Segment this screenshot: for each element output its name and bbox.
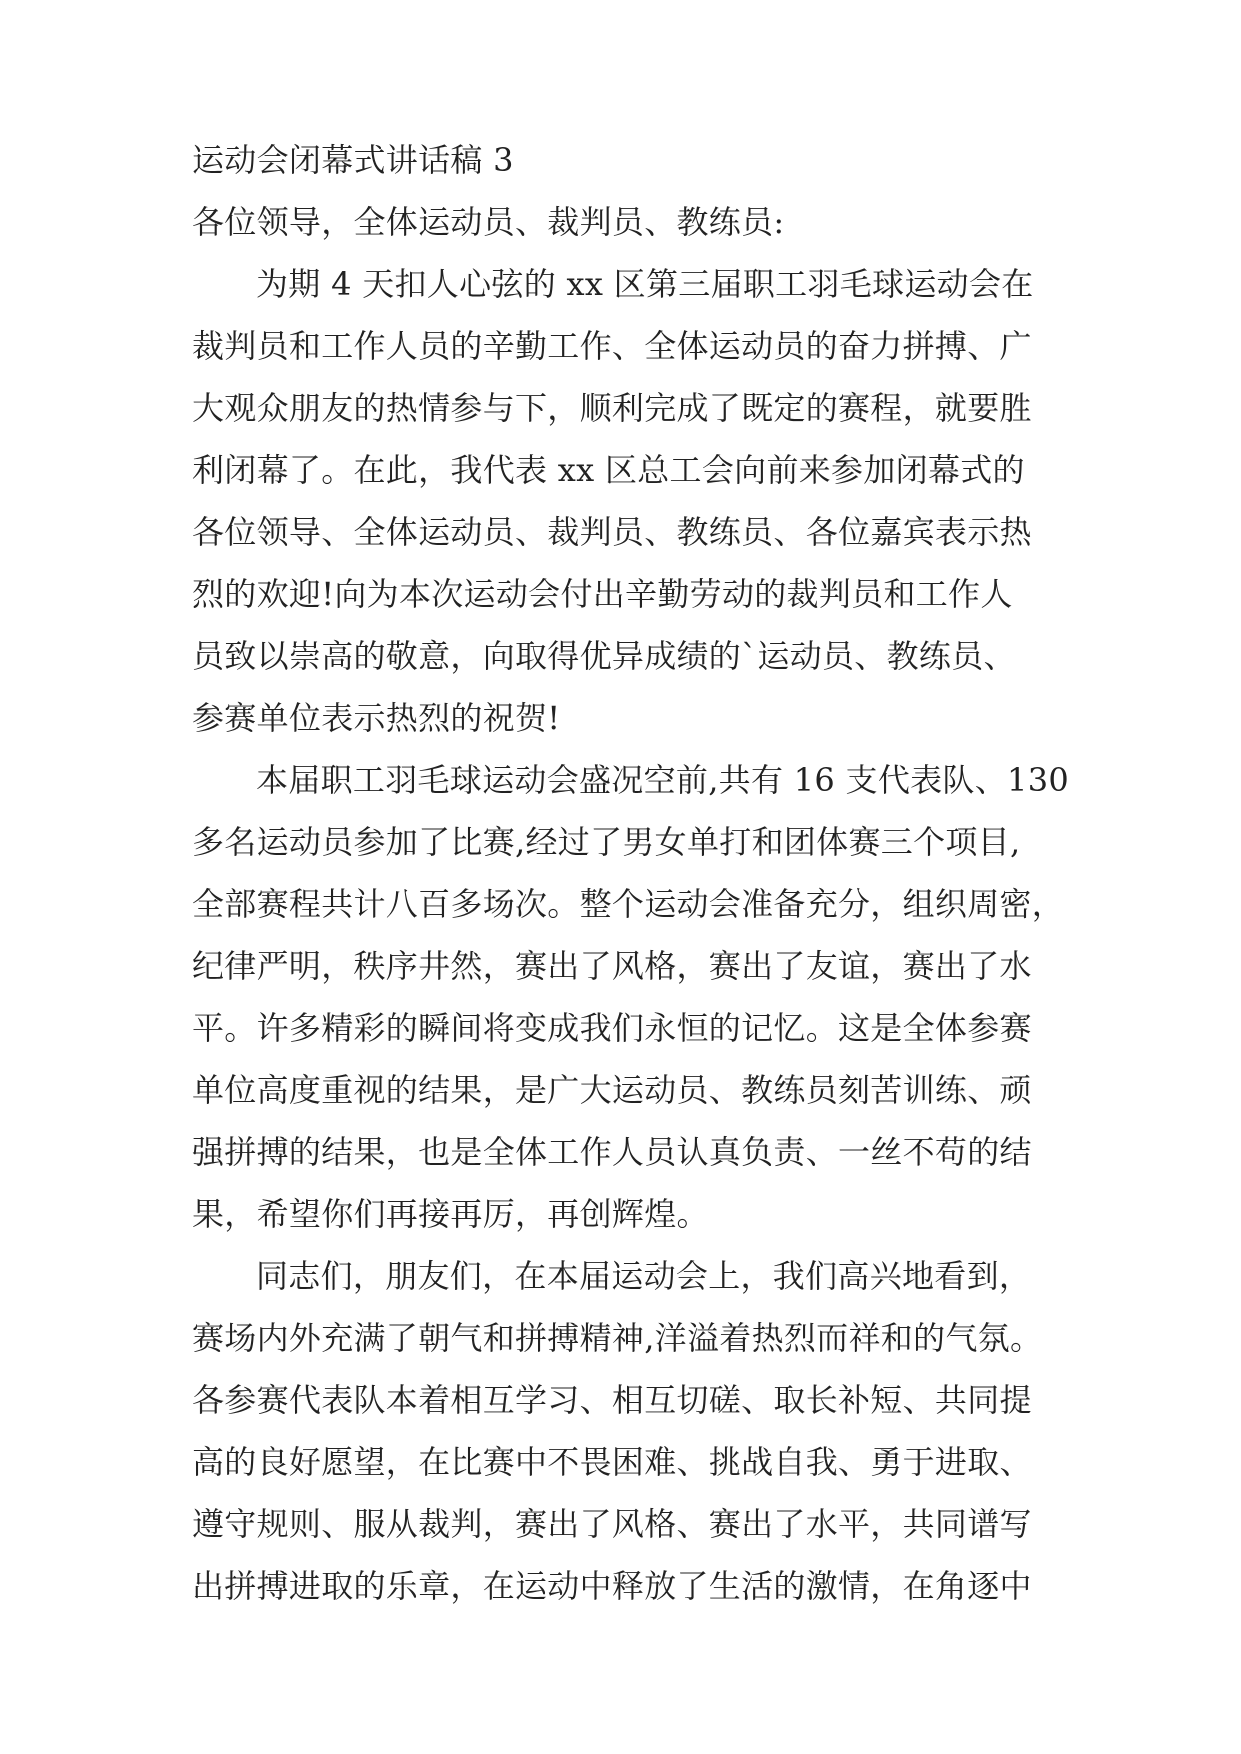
paragraph-1-line: 为期 4 天扣人心弦的 xx 区第三届职工羽毛球运动会在 [256, 265, 1034, 303]
salutation: 各位领导，全体运动员、裁判员、教练员: [192, 203, 785, 241]
paragraph-1-line: 烈的欢迎!向为本次运动会付出辛勤劳动的裁判员和工作人 [192, 575, 1013, 613]
paragraph-2-line: 强拼搏的结果，也是全体工作人员认真负责、一丝不苟的结 [192, 1133, 1032, 1171]
paragraph-2-line: 果，希望你们再接再厉，再创辉煌。 [192, 1195, 709, 1233]
paragraph-1-line: 参赛单位表示热烈的祝贺! [192, 699, 561, 737]
paragraph-3-line: 遵守规则、服从裁判，赛出了风格、赛出了水平，共同谱写 [192, 1505, 1032, 1543]
paragraph-2-line: 多名运动员参加了比赛,经过了男女单打和团体赛三个项目, [192, 823, 1021, 861]
paragraph-1-line: 各位领导、全体运动员、裁判员、教练员、各位嘉宾表示热 [192, 513, 1032, 551]
paragraph-3-line: 各参赛代表队本着相互学习、相互切磋、取长补短、共同提 [192, 1381, 1032, 1419]
paragraph-2-line: 平。许多精彩的瞬间将变成我们永恒的记忆。这是全体参赛 [192, 1009, 1032, 1047]
paragraph-2-line: 单位高度重视的结果，是广大运动员、教练员刻苦训练、顽 [192, 1071, 1032, 1109]
paragraph-3-line: 出拼搏进取的乐章，在运动中释放了生活的激情，在角逐中 [192, 1567, 1032, 1605]
paragraph-3-line: 高的良好愿望，在比赛中不畏困难、挑战自我、勇于进取、 [192, 1443, 1032, 1481]
paragraph-3-line: 赛场内外充满了朝气和拼搏精神,洋溢着热烈而祥和的气氛。 [192, 1319, 1043, 1357]
paragraph-1-line: 大观众朋友的热情参与下，顺利完成了既定的赛程，就要胜 [192, 389, 1032, 427]
paragraph-1-line: 员致以崇高的敬意，向取得优异成绩的`运动员、教练员、 [192, 637, 1016, 675]
paragraph-2-line: 本届职工羽毛球运动会盛况空前,共有 16 支代表队、130 [256, 761, 1070, 799]
paragraph-2-line: 纪律严明，秩序井然，赛出了风格，赛出了友谊，赛出了水 [192, 947, 1032, 985]
paragraph-3-line: 同志们，朋友们，在本届运动会上，我们高兴地看到， [256, 1257, 1032, 1295]
paragraph-1-line: 利闭幕了。在此，我代表 xx 区总工会向前来参加闭幕式的 [192, 451, 1025, 489]
paragraph-1-line: 裁判员和工作人员的辛勤工作、全体运动员的奋力拼搏、广 [192, 327, 1032, 365]
paragraph-2-line: 全部赛程共计八百多场次。整个运动会准备充分，组织周密， [192, 885, 1065, 923]
document-title: 运动会闭幕式讲话稿 3 [192, 141, 514, 179]
